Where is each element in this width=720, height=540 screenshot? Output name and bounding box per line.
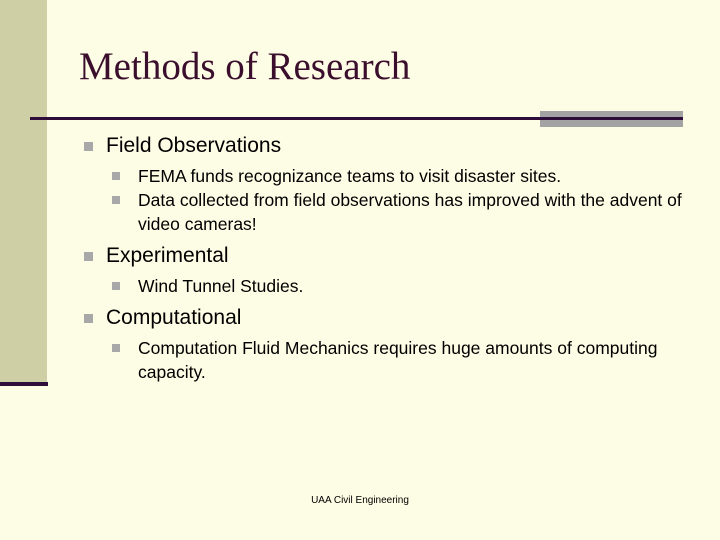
sub-bullet — [84, 336, 684, 384]
left-decor-band — [0, 0, 47, 382]
title-rule-accent-line — [540, 117, 683, 120]
sub-bullet — [84, 188, 684, 236]
slide-body — [84, 130, 684, 384]
bullet-label: Experimental — [106, 244, 229, 267]
square-bullet-icon — [112, 344, 120, 352]
bullet-field-observations — [84, 132, 684, 160]
sub-bullet-label: Computation Fluid Mechanics requires huge amounts of computing capacity. — [138, 338, 658, 382]
bullet-label: Computational — [106, 306, 242, 329]
slide-title: Methods of Research — [79, 45, 411, 88]
sub-bullet — [84, 164, 684, 188]
sub-bullet-label: Wind Tunnel Studies. — [138, 276, 304, 296]
bullet-computational — [84, 304, 684, 332]
sub-bullet — [84, 274, 684, 298]
square-bullet-icon — [112, 282, 120, 290]
bullet-label: Field Observations — [106, 134, 282, 157]
sub-bullet-label: FEMA funds recognizance teams to visit disaster sites. — [138, 166, 562, 186]
square-bullet-icon — [84, 314, 93, 323]
square-bullet-icon — [112, 172, 120, 180]
square-bullet-icon — [84, 252, 93, 261]
bullet-experimental — [84, 242, 684, 270]
slide-footer: UAA Civil Engineering — [311, 495, 409, 506]
left-decor-band-base — [0, 382, 48, 386]
square-bullet-icon — [112, 196, 120, 204]
sub-bullet-label: Data collected from field observations has improved with the advent of video cameras! — [138, 190, 682, 234]
square-bullet-icon — [84, 142, 93, 151]
